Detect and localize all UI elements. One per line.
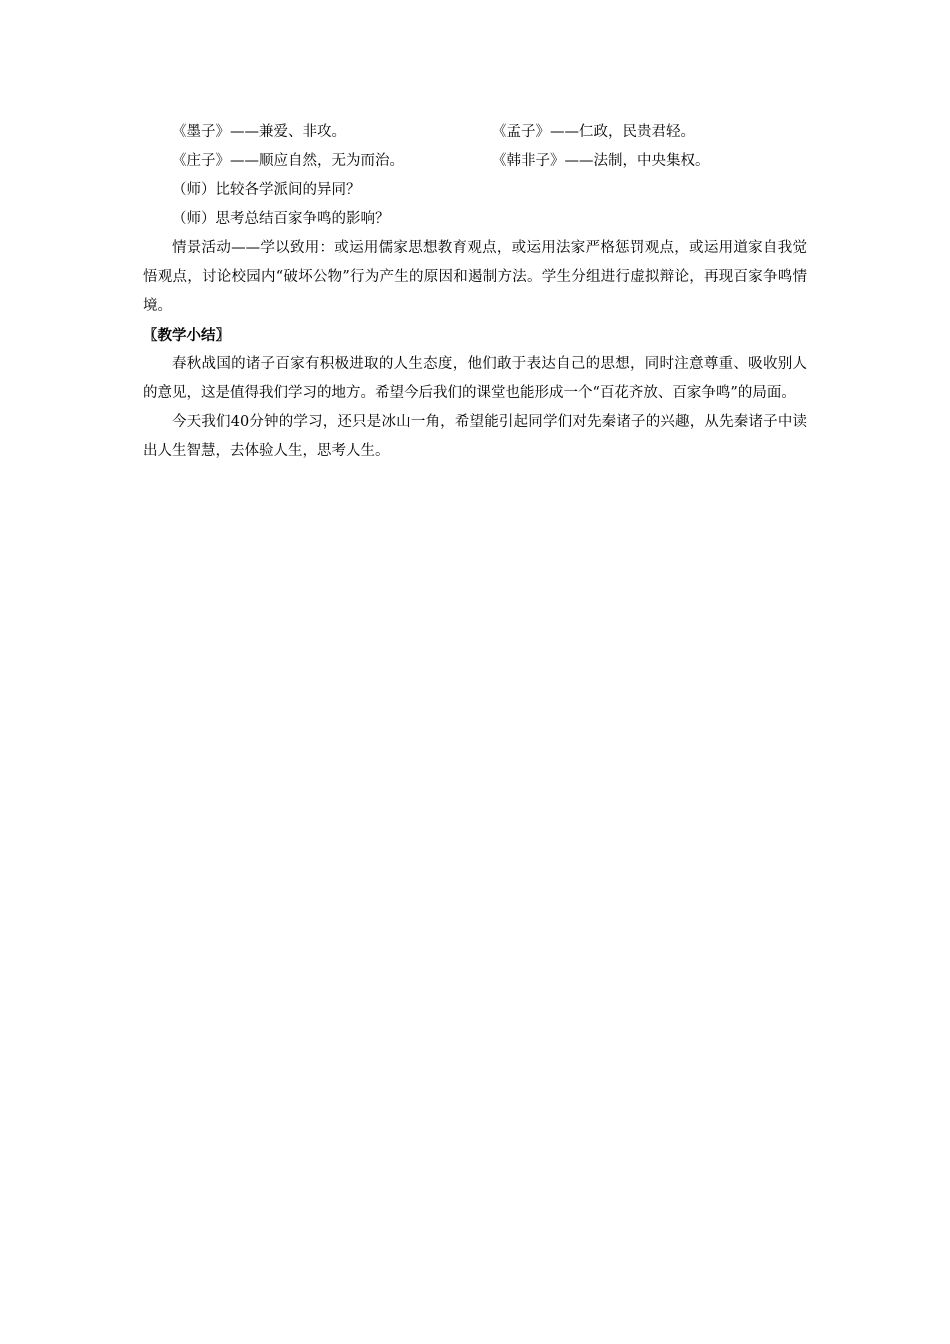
section-heading-summary: 〖教学小结〗	[143, 327, 230, 344]
summary-paragraph: 春秋战国的诸子百家有积极进取的人生态度，他们敢于表达自己的思想，同时注意尊重、吸收别人的意见，这是值得我们学习的地方。希望今后我们的课堂也能形成一个“百花齐放、百家争鸣”的局面。	[143, 356, 807, 401]
work-mengzi: 《孟子》——仁政，民贵君轻。	[492, 124, 695, 140]
activity-paragraph: 情景活动——学以致用：或运用儒家思想教育观点，或运用法家严格惩罚观点，或运用道家自我觉悟观点，讨论校园内“破坏公物”行为产生的原因和遏制方法。学生分组进行虚拟辩论，再现百家争鸣情境。	[143, 240, 807, 314]
works-row	[143, 147, 807, 176]
teacher-question: （师）比较各学派间的异同？	[172, 182, 361, 198]
work-mozi: 《墨子》——兼爱、非攻。	[172, 124, 346, 140]
works-row	[143, 118, 807, 147]
document-body	[143, 118, 807, 466]
work-hanfeizi: 《韩非子》——法制，中央集权。	[492, 153, 710, 169]
work-zhuangzi: 《庄子》——顺应自然，无为而治。	[172, 153, 404, 169]
teacher-question: （师）思考总结百家争鸣的影响？	[172, 211, 390, 227]
summary-paragraph: 今天我们40分钟的学习，还只是冰山一角，希望能引起同学们对先秦诸子的兴趣，从先秦诸子中读出人生智慧，去体验人生，思考人生。	[143, 414, 807, 459]
